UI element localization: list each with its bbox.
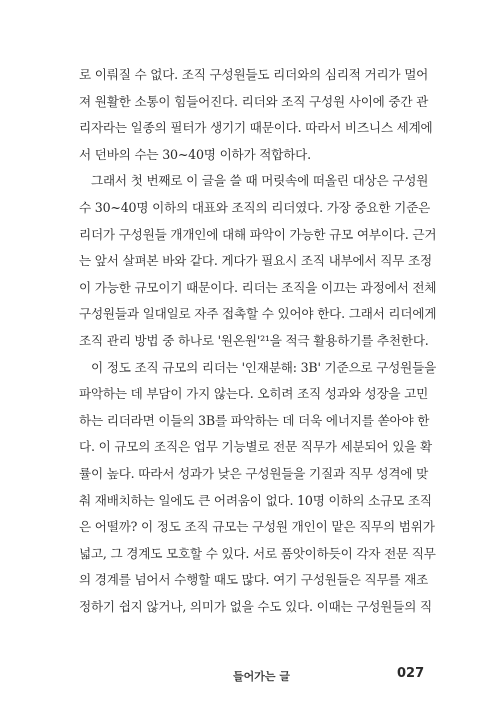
- page-footer: [0, 666, 500, 686]
- body-line: 서 던바의 수는 30~40명 이하가 적합하다.: [79, 146, 311, 162]
- body-line: 하는 리더라면 이들의 3B를 파악하는 데 더욱 에너지를 쏟아야 한: [79, 412, 430, 428]
- body-line: 져 원활한 소통이 힘들어진다. 리더와 조직 구성원 사이에 중간 관: [79, 93, 429, 109]
- body-line: 로 이뤄질 수 없다. 조직 구성원들도 리더와의 심리적 거리가 멀어: [79, 67, 429, 82]
- body-line: 다. 이 규모의 조직은 업무 기능별로 전문 직무가 세분되어 있을 확: [79, 439, 432, 455]
- body-line: 이 정도 조직 규모의 리더는 '인재분해: 3B' 기준으로 구성원들을: [91, 359, 437, 375]
- body-line: 률이 높다. 따라서 성과가 낮은 구성원들을 기질과 직무 성격에 맞: [79, 465, 429, 481]
- running-footer-title: 들어가는 글: [233, 670, 290, 683]
- body-line: 그래서 첫 번째로 이 글을 쓸 때 머릿속에 떠올린 대상은 구성원: [91, 173, 429, 189]
- page-number: 027: [397, 666, 425, 681]
- body-line: 수 30~40명 이하의 대표와 조직의 리더였다. 가장 중요한 기준은: [79, 199, 431, 215]
- body-text: [79, 62, 437, 620]
- body-line: 리더가 구성원들 개개인에 대해 파악이 가능한 규모 여부이다. 근거: [79, 226, 437, 242]
- body-line: 구성원들과 일대일로 자주 접촉할 수 있어야 한다. 그래서 리더에게: [79, 306, 437, 322]
- body-line: 춰 재배치하는 일에도 큰 어려움이 없다. 10명 이하의 소규모 조직: [79, 492, 432, 508]
- body-line: 파악하는 데 부담이 가지 않는다. 오히려 조직 성과와 성장을 고민: [79, 386, 429, 402]
- body-line: 는 앞서 살펴본 바와 같다. 게다가 필요시 조직 내부에서 직무 조정: [79, 253, 432, 269]
- body-line: 정하기 쉽지 않거나, 의미가 없을 수도 있다. 이때는 구성원들의 직: [79, 598, 432, 614]
- body-line: 은 어떨까? 이 정도 조직 규모는 구성원 개인이 맡은 직무의 범위가: [79, 519, 435, 535]
- body-line: 넓고, 그 경계도 모호할 수 있다. 서로 품앗이하듯이 각자 전문 직무: [79, 545, 436, 561]
- body-line: 이 가능한 규모이기 때문이다. 리더는 조직을 이끄는 과정에서 전체: [79, 279, 437, 295]
- body-line: 리자라는 일종의 필터가 생기기 때문이다. 따라서 비즈니스 세계에: [79, 120, 433, 136]
- body-line: 조직 관리 방법 중 하나로 '원온원'²¹을 적극 활용하기를 추천한다.: [79, 332, 429, 348]
- body-line: 의 경계를 넘어서 수행할 때도 많다. 여기 구성원들은 직무를 재조: [79, 572, 429, 588]
